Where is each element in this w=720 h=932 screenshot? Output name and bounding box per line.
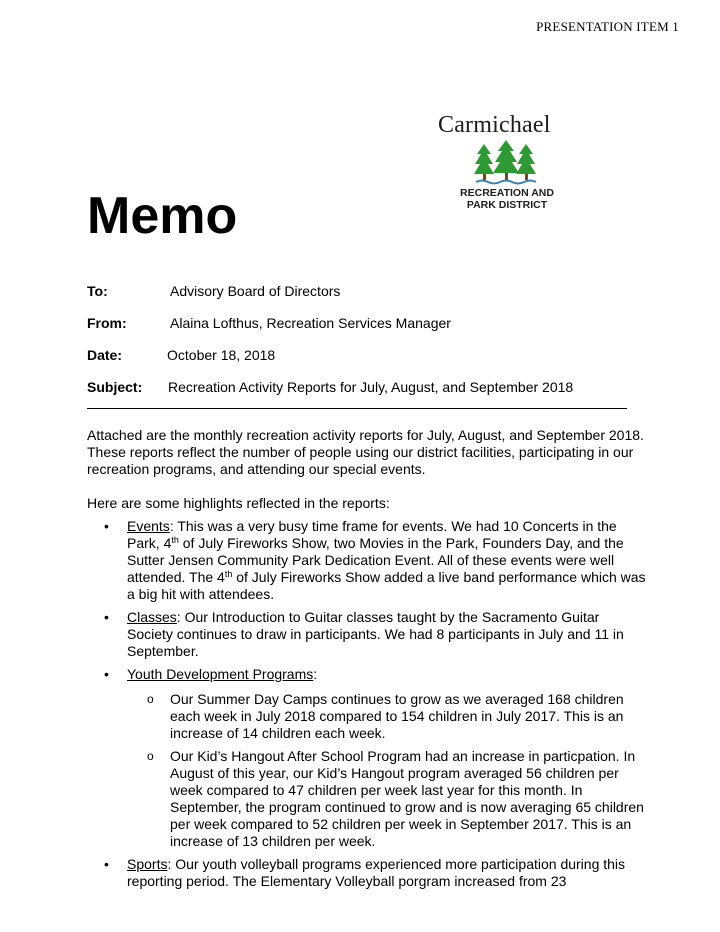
events-text-c: of July Fireworks Show added a live band performance which was a big hit with attendees. [127,569,646,602]
list-item-events [87,518,647,603]
subject-value: Recreation Activity Reports for July, August, and September 2018 [168,379,574,395]
from-field [87,315,451,332]
events-sup-b: th [224,569,233,579]
memo-title: Memo [87,187,238,245]
youth-suffix: : [313,666,318,682]
events-sup-a: th [171,535,179,545]
events-text-b: of July Fireworks Show, two Movies in the Park, Founders Day, and the Sutter Jensen Community Park Dedication Event. All of these events were well attended. The 4 [127,535,624,585]
intro-paragraph: Attached are the monthly recreation activity reports for July, August, and September 2018. These reports reflect the number of people using our district facilities, participating in our recreation programs, and attending our special events. [87,427,644,477]
from-label: From: [87,315,127,331]
district-logo [436,112,576,216]
highlights-lead: Here are some highlights reflected in the reports: [87,495,390,511]
from-value: Alaina Lofthus, Recreation Services Manager [170,315,451,331]
events-text-a: : This was a very busy time frame for events. We had 10 Concerts in the Park, 4 [127,518,617,551]
bullet-icon: • [104,609,109,625]
logo-subtitle-line-2: PARK DISTRICT [466,199,548,211]
list-item-sports [87,856,647,890]
sports-term: Sports [127,856,168,872]
subject-field [87,379,574,396]
bullet-icon: • [104,856,109,872]
logo-subtitle [447,187,567,211]
sub-item-text: Our Kid’s Hangout After School Program had an increase in particpation. In August of this year, our Kid’s Hangout program averaged 56 children per week compared to 47 children per week last year for this month. In September, the program continued to grow and is now averaging 65 children per week compared to 52 children per week in September 2017. This is an increase of 13 children per week. [170,748,644,849]
classes-term: Classes [127,609,177,625]
to-value: Advisory Board of Directors [170,283,341,299]
list-item-classes [87,609,647,660]
sub-list-item [127,748,647,850]
date-value: October 18, 2018 [167,347,276,363]
pine-trees-logo-icon [474,140,538,186]
memo-body [87,427,647,896]
date-label: Date: [87,347,123,363]
youth-term: Youth Development Programs [127,666,314,682]
classes-text: : Our Introduction to Guitar classes taught by the Sacramento Guitar Society continues to draw in participants. We had 8 participants in July and 11 in September. [127,609,624,659]
list-item-youth [87,666,647,850]
header-divider [87,408,627,409]
sub-item-text: Our Summer Day Camps continues to grow as we averaged 168 children each week in July 2018 compared to 154 children in July 2017. This is an increase of 14 children each week. [170,691,624,741]
subject-label: Subject: [87,379,143,395]
bullet-icon: • [104,666,109,682]
sub-list-item [127,691,647,742]
circle-bullet-icon: o [147,749,154,763]
to-label: To: [87,283,108,299]
logo-subtitle-line-1: RECREATION AND [460,187,554,199]
bullet-icon: • [104,518,109,534]
to-field [87,283,341,300]
events-term: Events [127,518,170,534]
youth-sublist [127,691,647,850]
date-field [87,347,276,364]
sports-text: : Our youth volleyball programs experienced more participation during this reporting period. The Elementary Volleyball porgram increased from 23 [127,856,626,889]
presentation-item-label: PRESENTATION ITEM 1 [536,19,679,34]
highlights-list [87,518,647,890]
logo-name: Carmichael [438,112,551,138]
circle-bullet-icon: o [147,692,154,706]
